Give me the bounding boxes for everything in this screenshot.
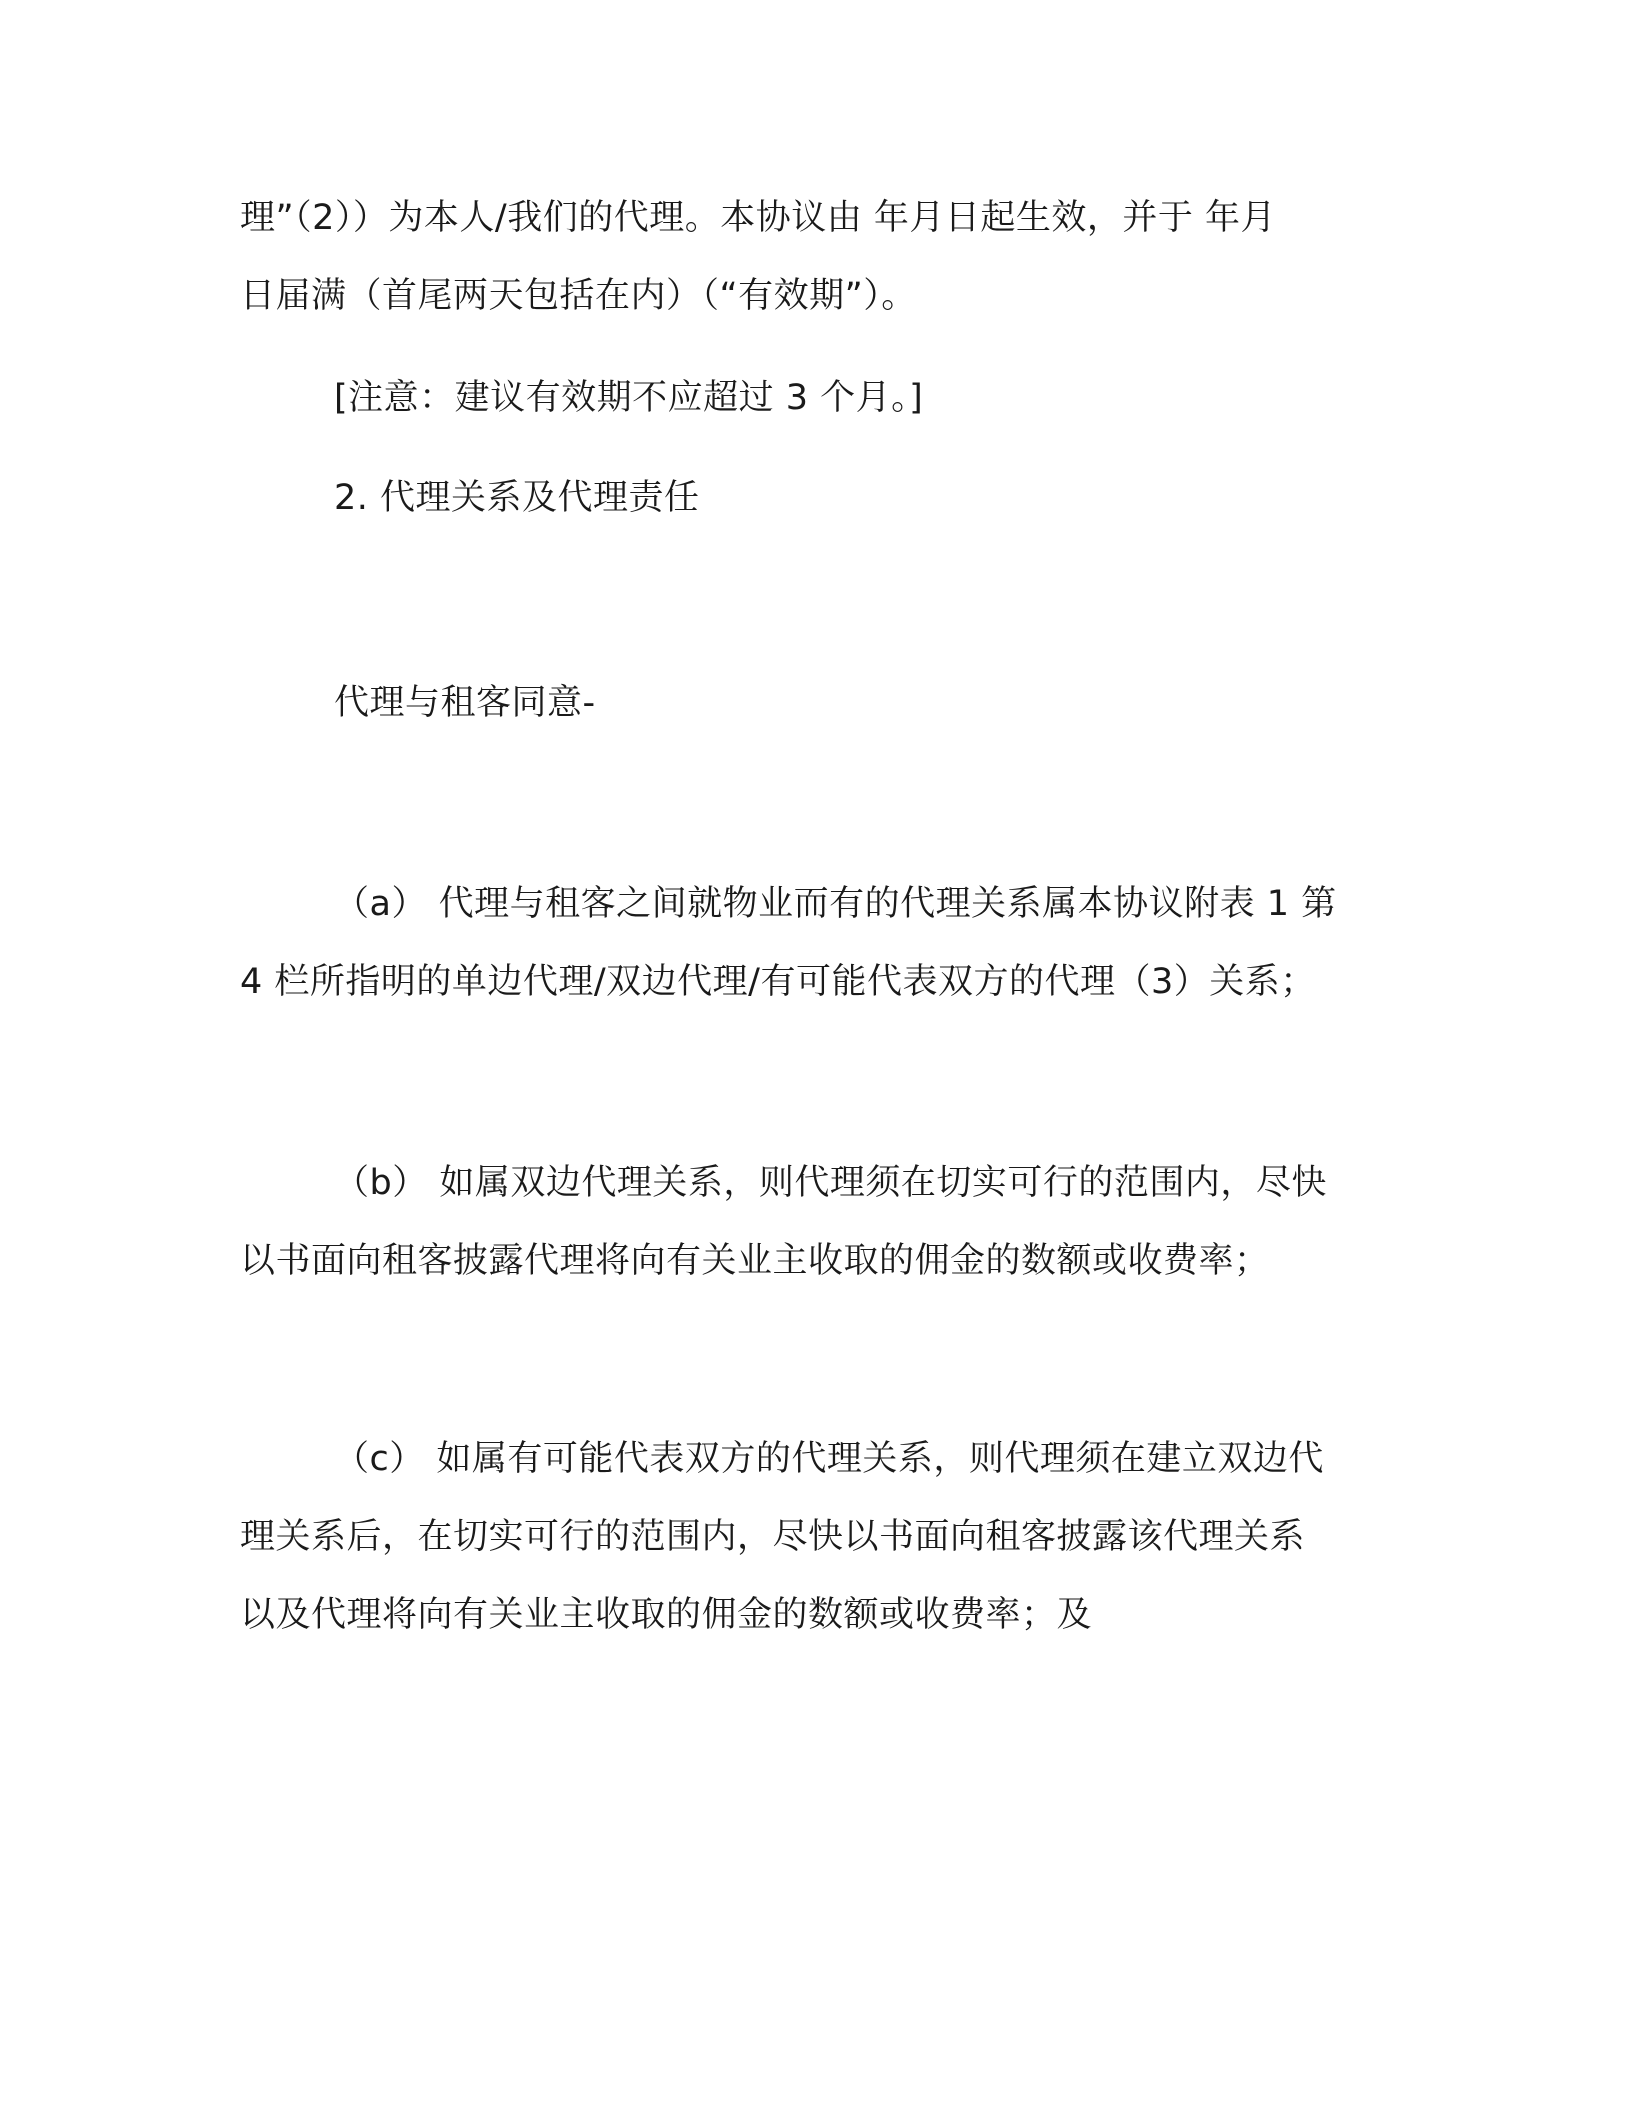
validity-note (334, 359, 1474, 437)
intro-paragraph (240, 179, 1380, 335)
intro-line-1: 理”（2））为本人/我们的代理。本协议由 年月日起生效，并于 年月 (240, 198, 1276, 238)
item-c-line-2: 理关系后，在切实可行的范围内，尽快以书面向租客披露该代理关系 (240, 1517, 1306, 1557)
list-item-b (240, 1144, 1380, 1300)
list-item-c (240, 1420, 1380, 1654)
agree-paragraph (334, 664, 1474, 742)
list-item-a (240, 865, 1380, 1021)
item-a-line-1: （a） 代理与租客之间就物业而有的代理关系属本协议附表 1 第 (334, 884, 1337, 924)
section-heading (334, 459, 1474, 537)
item-c-line-1: （c） 如属有可能代表双方的代理关系，则代理须在建立双边代 (334, 1439, 1324, 1479)
item-b-line-1: （b） 如属双边代理关系，则代理须在切实可行的范围内，尽快 (334, 1163, 1327, 1203)
section-heading-text: 2. 代理关系及代理责任 (334, 478, 700, 518)
intro-line-2: 日届满（首尾两天包括在内）（“有效期”）。 (240, 276, 917, 316)
item-b-line-2: 以书面向租客披露代理将向有关业主收取的佣金的数额或收费率； (240, 1241, 1270, 1281)
agree-text: 代理与租客同意- (334, 683, 596, 723)
note-text: [注意：建议有效期不应超过 3 个月。] (334, 378, 924, 418)
item-c-line-3: 以及代理将向有关业主收取的佣金的数额或收费率；及 (240, 1595, 1093, 1635)
item-a-line-2: 4 栏所指明的单边代理/双边代理/有可能代表双方的代理（3）关系； (240, 962, 1316, 1002)
